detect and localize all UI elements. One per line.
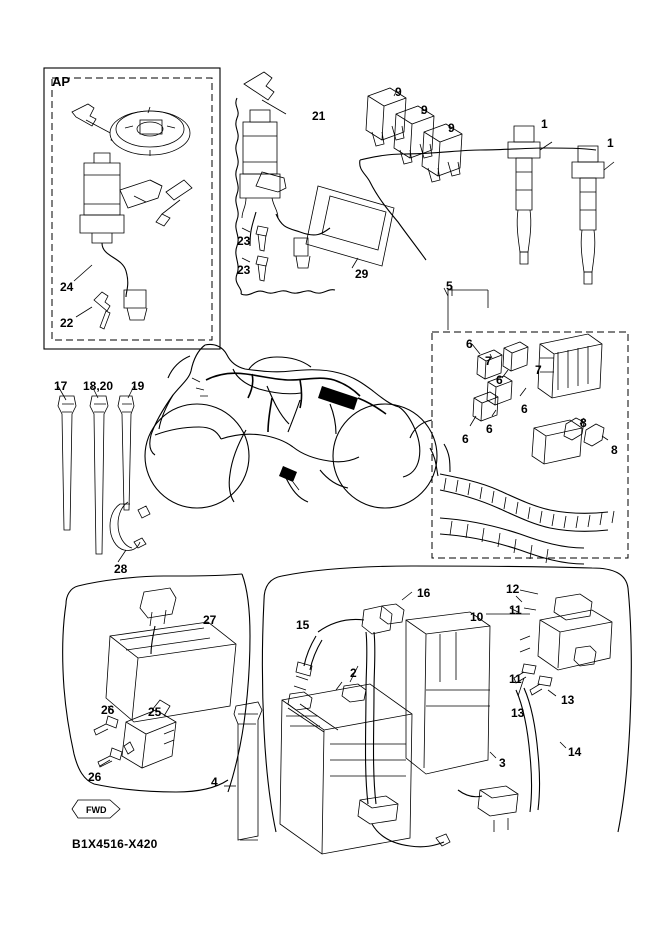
callout-26-b: 26 (88, 770, 102, 784)
callout-11-a: 11 (509, 603, 522, 617)
ap-group (44, 68, 220, 349)
battery-panel-group (224, 566, 631, 854)
clamp-28 (110, 502, 150, 562)
relays-9 (366, 85, 462, 182)
callout-6-a: 6 (466, 337, 473, 351)
callout-27: 27 (203, 613, 217, 627)
callout-9-b: 9 (421, 103, 428, 117)
callout-13-a: 13 (561, 693, 575, 707)
relay-block-8 (532, 418, 608, 464)
fusebox-group (410, 286, 628, 564)
callout-11-b: 11 (509, 672, 522, 686)
callout-26-a: 26 (101, 703, 115, 717)
ignition-switch-assembly (72, 104, 192, 320)
motorcycle-outline (145, 344, 437, 508)
callout-25: 25 (148, 705, 162, 719)
callout-22: 22 (60, 316, 74, 330)
fwd-label: FWD (86, 805, 107, 815)
callout-29: 29 (355, 267, 369, 281)
wires (294, 592, 566, 847)
callout-7-b: 7 (535, 363, 542, 377)
callout-12: 12 (506, 582, 520, 596)
fuse-block (538, 334, 602, 398)
callout-15: 15 (296, 618, 310, 632)
callout-1-a: 1 (541, 117, 548, 131)
callout-14: 14 (568, 745, 582, 759)
callout-8-b: 8 (611, 443, 618, 457)
battery-2 (280, 666, 412, 854)
callout-4: 4 (211, 775, 218, 789)
callout-9-a: 9 (395, 85, 402, 99)
relay-assembly-right (486, 590, 612, 696)
callout-19: 19 (131, 379, 145, 393)
callout-6-e: 6 (486, 422, 493, 436)
callout-6-d: 6 (462, 432, 469, 446)
bands-group (58, 386, 150, 562)
callout-3: 3 (499, 756, 506, 770)
harness-bundles (430, 444, 614, 564)
ap-box-label: AP (52, 74, 71, 89)
callout-24: 24 (60, 280, 74, 294)
callout-23-a: 23 (237, 234, 251, 248)
callout-9-c: 9 (448, 121, 455, 135)
callout-16: 16 (417, 586, 431, 600)
battery-band-4 (224, 702, 262, 840)
part-code: B1X4516-X420 (72, 837, 158, 851)
callout-28: 28 (114, 562, 128, 576)
key-22 (94, 292, 110, 329)
callout-23-b: 23 (237, 263, 251, 277)
callout-18-20: 18,20 (83, 379, 114, 393)
callout-1-b: 1 (607, 136, 614, 150)
callout-2: 2 (350, 666, 357, 680)
ignition-coils-1 (360, 126, 614, 284)
callout-6-c: 6 (521, 402, 528, 416)
callout-10: 10 (470, 610, 484, 624)
callout-17: 17 (54, 379, 68, 393)
callout-7-a: 7 (485, 354, 492, 368)
callout-5: 5 (446, 279, 453, 293)
callout-13-b: 13 (511, 706, 525, 720)
callout-21: 21 (312, 109, 326, 123)
callout-8-a: 8 (580, 416, 587, 430)
callout-6-b: 6 (496, 373, 503, 387)
battery-case-3 (406, 612, 496, 774)
